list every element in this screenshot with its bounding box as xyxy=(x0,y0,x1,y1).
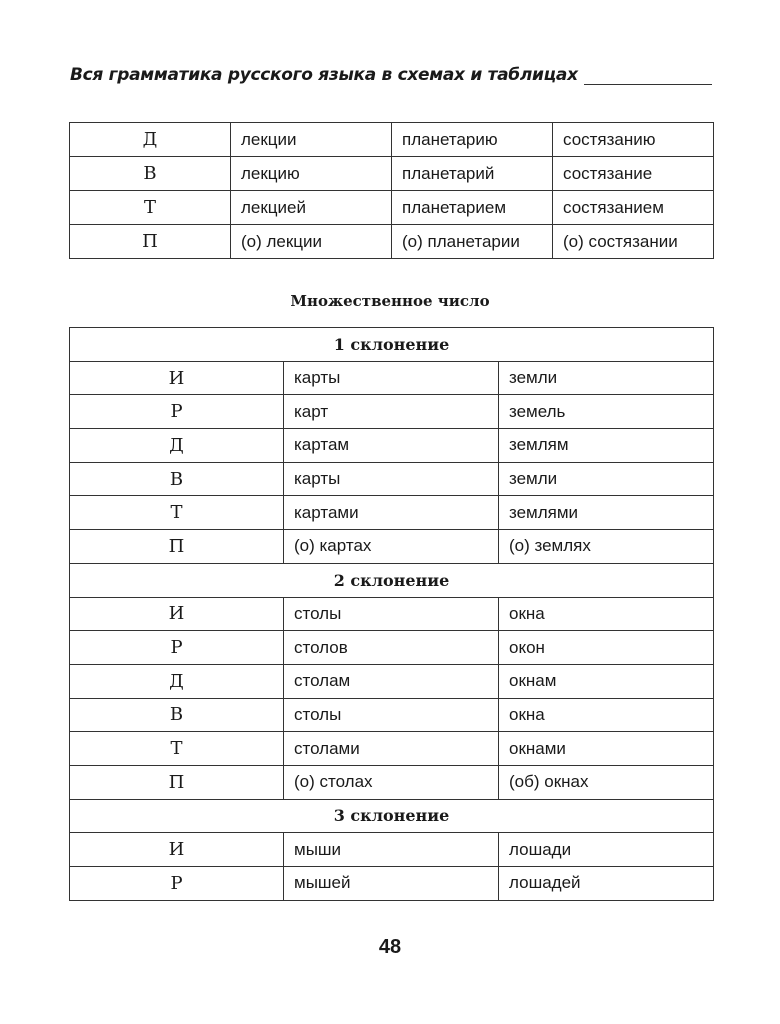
word-form-cell: столов xyxy=(284,631,499,665)
table-row xyxy=(70,664,714,698)
table-row xyxy=(70,765,714,799)
case-label: Д xyxy=(70,123,231,157)
case-label: И xyxy=(70,597,284,631)
table-row xyxy=(70,157,714,191)
word-form-cell: планетарию xyxy=(392,123,553,157)
case-label: И xyxy=(70,361,284,395)
word-form-cell: карт xyxy=(284,395,499,429)
case-label: Д xyxy=(70,664,284,698)
case-label: И xyxy=(70,833,284,867)
word-form-cell: столы xyxy=(284,698,499,732)
case-label: В xyxy=(70,698,284,732)
case-label: П xyxy=(70,225,231,259)
declension-header-row xyxy=(70,799,714,833)
plural-heading: Множественное число xyxy=(290,292,490,310)
word-form-cell: (о) состязании xyxy=(553,225,714,259)
case-label: Д xyxy=(70,429,284,463)
case-label: Р xyxy=(70,395,284,429)
running-header xyxy=(70,62,712,92)
table-row xyxy=(70,395,714,429)
word-form-cell: лекцию xyxy=(231,157,392,191)
declension-label: 1 склонение xyxy=(70,328,714,362)
case-label: В xyxy=(70,157,231,191)
table-row xyxy=(70,698,714,732)
word-form-cell: (о) планетарии xyxy=(392,225,553,259)
declension-label: 2 склонение xyxy=(70,563,714,597)
case-label: П xyxy=(70,530,284,564)
word-form-cell: карты xyxy=(284,462,499,496)
declension-label: 3 склонение xyxy=(70,799,714,833)
word-form-cell: землями xyxy=(499,496,714,530)
word-form-cell: лошади xyxy=(499,833,714,867)
page-number: 48 xyxy=(378,936,402,958)
table-row xyxy=(70,191,714,225)
word-form-cell: (о) столах xyxy=(284,765,499,799)
table-row xyxy=(70,496,714,530)
word-form-cell: (о) картах xyxy=(284,530,499,564)
word-form-cell: (об) окнах xyxy=(499,765,714,799)
word-form-cell: картами xyxy=(284,496,499,530)
case-label: Р xyxy=(70,867,284,901)
word-form-cell: земель xyxy=(499,395,714,429)
word-form-cell: лошадей xyxy=(499,867,714,901)
word-form-cell: земли xyxy=(499,361,714,395)
table-row xyxy=(70,597,714,631)
table-row xyxy=(70,123,714,157)
singular-declension-table xyxy=(69,122,714,259)
case-label: Т xyxy=(70,732,284,766)
word-form-cell: мышей xyxy=(284,867,499,901)
word-form-cell: столы xyxy=(284,597,499,631)
word-form-cell: состязанию xyxy=(553,123,714,157)
declension-header-row xyxy=(70,328,714,362)
word-form-cell: (о) землях xyxy=(499,530,714,564)
case-label: Т xyxy=(70,191,231,225)
word-form-cell: состязание xyxy=(553,157,714,191)
word-form-cell: землям xyxy=(499,429,714,463)
book-title: Вся грамматика русского языка в схемах и таблицах xyxy=(70,62,584,88)
word-form-cell: планетарием xyxy=(392,191,553,225)
declension-header-row xyxy=(70,563,714,597)
word-form-cell: окнам xyxy=(499,664,714,698)
case-label: Т xyxy=(70,496,284,530)
table-row xyxy=(70,867,714,901)
word-form-cell: лекцией xyxy=(231,191,392,225)
word-form-cell: окнами xyxy=(499,732,714,766)
table-row xyxy=(70,732,714,766)
word-form-cell: столам xyxy=(284,664,499,698)
table-row xyxy=(70,530,714,564)
word-form-cell: окон xyxy=(499,631,714,665)
table-row xyxy=(70,225,714,259)
word-form-cell: карты xyxy=(284,361,499,395)
word-form-cell: картам xyxy=(284,429,499,463)
word-form-cell: планетарий xyxy=(392,157,553,191)
word-form-cell: окна xyxy=(499,597,714,631)
case-label: В xyxy=(70,462,284,496)
table-row xyxy=(70,462,714,496)
word-form-cell: окна xyxy=(499,698,714,732)
word-form-cell: мыши xyxy=(284,833,499,867)
plural-declension-table xyxy=(69,327,714,901)
word-form-cell: столами xyxy=(284,732,499,766)
table-row xyxy=(70,631,714,665)
table-row xyxy=(70,833,714,867)
table-row xyxy=(70,429,714,463)
word-form-cell: (о) лекции xyxy=(231,225,392,259)
case-label: П xyxy=(70,765,284,799)
word-form-cell: состязанием xyxy=(553,191,714,225)
word-form-cell: лекции xyxy=(231,123,392,157)
case-label: Р xyxy=(70,631,284,665)
word-form-cell: земли xyxy=(499,462,714,496)
table-row xyxy=(70,361,714,395)
